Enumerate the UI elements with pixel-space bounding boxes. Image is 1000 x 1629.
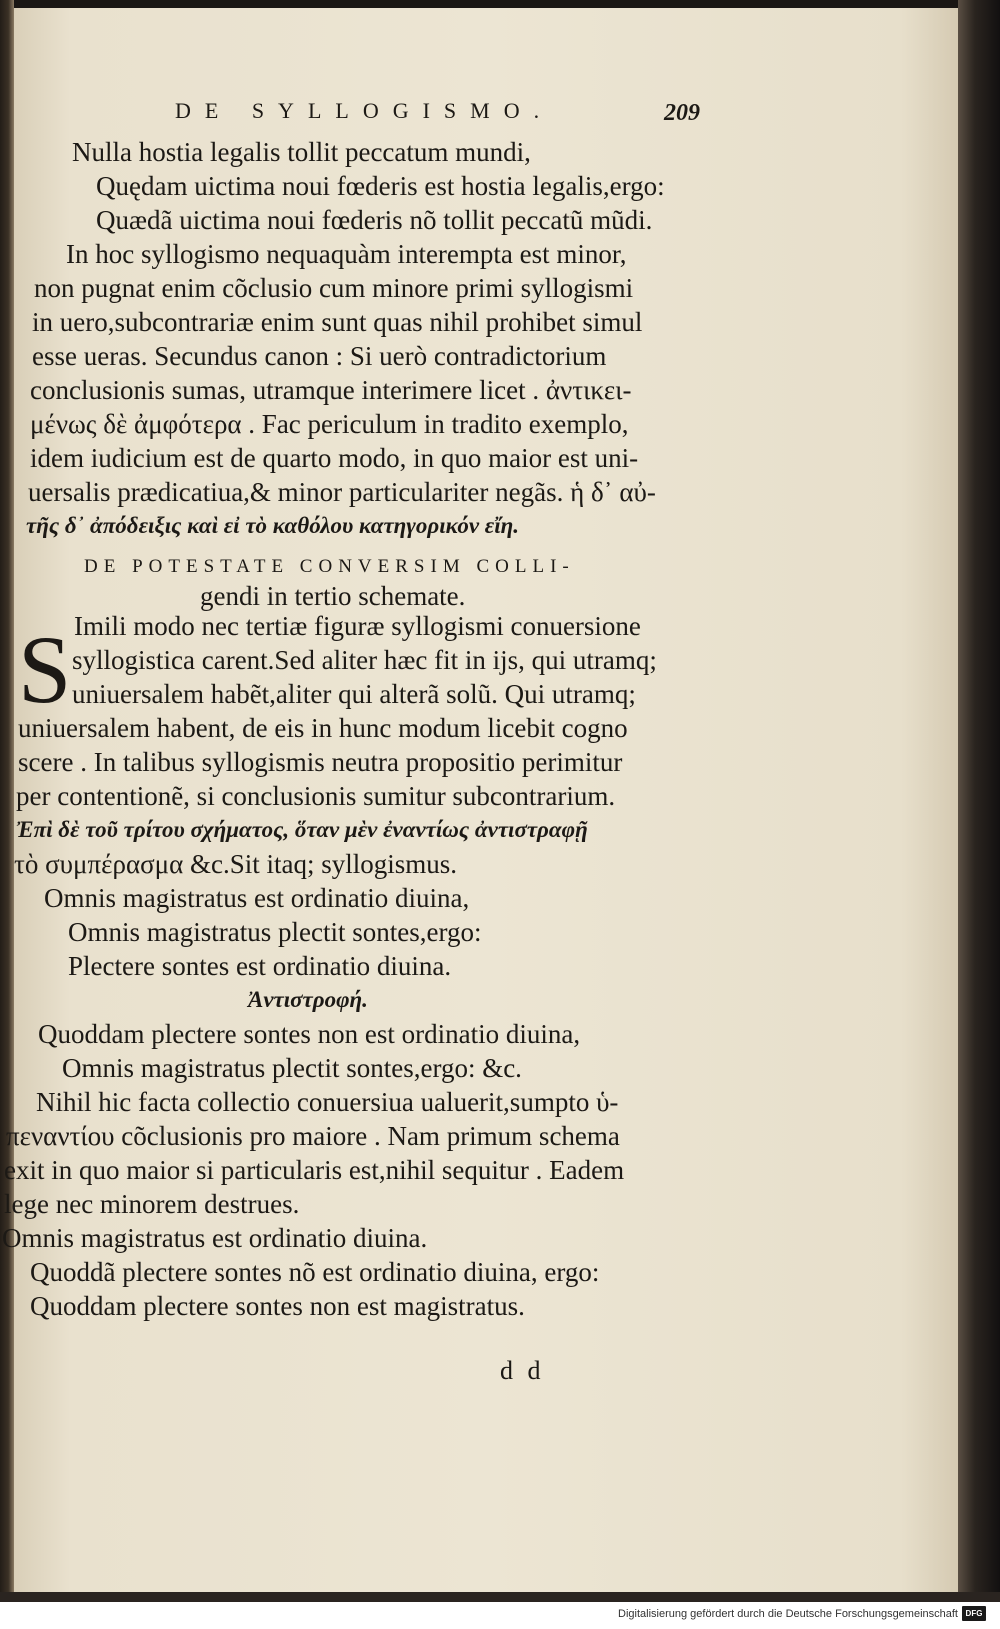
text-line: Omnis magistratus est ordinatio diuina, [44,883,470,913]
section-heading: DE POTESTATE CONVERSIM COLLI- [84,556,575,577]
text-line: uniuersalem habẽt,aliter qui alterã solũ. Qui utramq; [72,679,636,709]
text-line: exit in quo maior si particularis est,nihil sequitur . Eadem [4,1155,625,1185]
scan-edge-right [958,0,1000,1600]
text-line: Quoddã plectere sontes nõ est ordinatio diuina, ergo: [30,1257,600,1287]
text-line: Plectere sontes est ordinatio diuina. [68,951,452,981]
text-line-greek: Ἀντιστροφή. [248,987,368,1012]
scan-edge-bottom [0,1592,1000,1602]
scan-edge-left [0,0,14,1600]
text-line: Quoddam plectere sontes non est ordinatio diuina, [38,1019,581,1049]
text-line-greek: Ἐπὶ δὲ τοῦ τρίτου σχήματος, ὅταν μὲν ἐναντίως ἀντιστραφῇ [16,817,588,842]
text-line: scere . In talibus syllogismis neutra propositio perimitur [18,747,623,777]
text-line: non pugnat enim cõclusio cum minore primi syllogismi [34,273,634,303]
text-line: uersalis prædicatiua,& minor particulariter negãs. ἡ δ᾽ αὐ- [28,477,656,507]
footer-credit: Digitalisierung gefördert durch die Deutsche Forschungsgemeinschaft [618,1608,958,1620]
text-line: μένως δὲ ἀμφότερα . Fac periculum in tradito exemplo, [30,409,629,439]
text-line: esse ueras. Secundus canon : Si uerò contradictorium [32,341,607,371]
text-line: Omnis magistratus plectit sontes,ergo: [68,917,482,947]
text-line: Nulla hostia legalis tollit peccatum mundi, [72,137,531,167]
text-line-greek: τῆς δ᾽ ἀπόδειξις καὶ εἰ τὸ καθόλου κατηγορικόν εἴη. [26,513,520,538]
section-heading-continued: gendi in tertio schemate. [200,581,466,611]
text-line: Imili modo nec tertiæ figuræ syllogismi conuersione [74,611,641,641]
text-line: Omnis magistratus plectit sontes,ergo: &c. [62,1053,522,1083]
drop-cap: S [18,616,72,723]
text-line: τὸ συμπέρασμα &c.Sit itaq; syllogismus. [14,849,458,879]
text-line: in uero,subcontrariæ enim sunt quas nihil prohibet simul [32,307,643,337]
text-line: Quędam uictima noui fœderis est hostia legalis,ergo: [96,171,665,201]
dfg-logo-icon: DFG [962,1606,986,1621]
running-head: DE SYLLOGISMO. [175,98,554,123]
text-line: Quædã uictima noui fœderis nõ tollit peccatũ mũdi. [96,205,653,235]
text-line: In hoc syllogismo nequaquàm interempta est minor, [66,239,627,269]
text-line: syllogistica carent.Sed aliter hæc fit in ijs, qui utramq; [72,645,657,675]
scan-edge-top [0,0,1000,8]
text-line: idem iudicium est de quarto modo, in quo maior est uni- [30,443,639,473]
text-line: Omnis magistratus est ordinatio diuina. [2,1223,428,1253]
page-number: 209 [664,100,700,126]
text-line: Nihil hic facta collectio conuersiua ualuerit,sumpto ὑ- [36,1087,619,1117]
text-line: conclusionis sumas, utramque interimere licet . ἀντικει- [30,375,632,405]
text-line: lege nec minorem destrues. [4,1189,300,1219]
text-line: per contentionẽ, si conclusionis sumitur subcontrarium. [16,781,616,811]
text-line: πεναντίου cõclusionis pro maiore . Nam primum schema [6,1121,620,1151]
signature-mark: d d [500,1356,545,1385]
text-line: uniuersalem habent, de eis in hunc modum licebit cogno [18,713,628,743]
text-line: Quoddam plectere sontes non est magistratus. [30,1291,525,1321]
